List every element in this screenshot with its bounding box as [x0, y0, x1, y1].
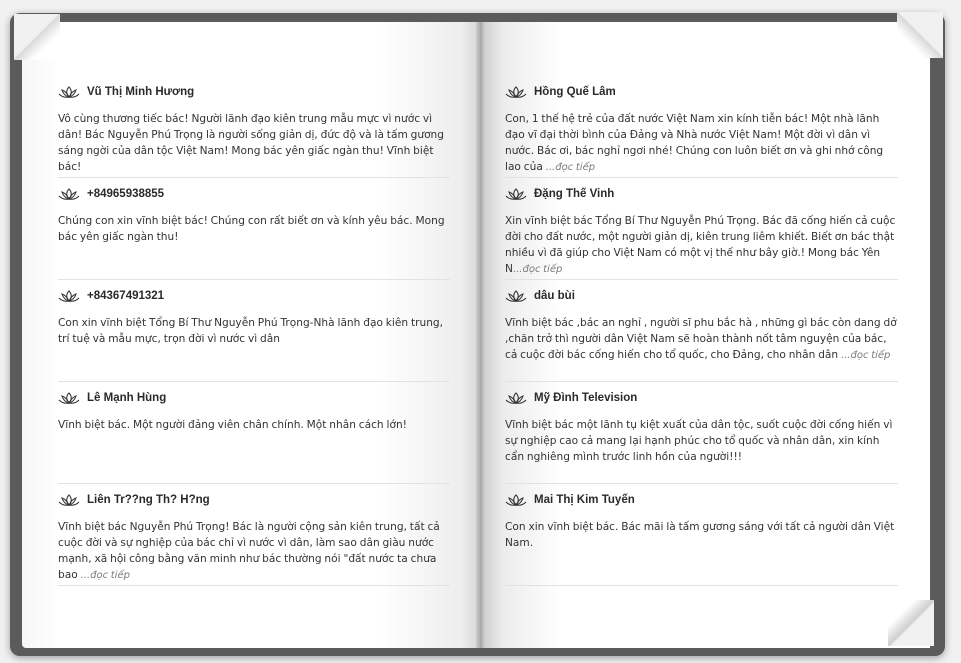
- message-text: [505, 519, 898, 552]
- author-name: Mai Thị Kim Tuyến: [534, 494, 635, 506]
- message-body: Con xin vĩnh biệt bác. Bác mãi là tấm gương sáng với tất cả người dân Việt Nam.: [505, 521, 895, 549]
- message-text: [58, 213, 450, 246]
- message-body: Con xin vĩnh biệt Tổng Bí Thư Nguyễn Phú Trọng-Nhà lãnh đạo kiên trung, trí tuệ và mẫu mực, trọn đời vì nước vì dân: [58, 317, 444, 345]
- message-text: [58, 315, 450, 348]
- author-name: Lê Mạnh Hùng: [87, 392, 167, 404]
- lotus-icon: [505, 493, 527, 507]
- book-spine: [476, 22, 484, 648]
- condolence-entry: [505, 382, 898, 484]
- read-more-link[interactable]: ...đọc tiếp: [841, 350, 891, 361]
- lotus-icon: [58, 289, 80, 303]
- lotus-icon: [58, 391, 80, 405]
- message-text: [505, 417, 898, 466]
- page-curl-top-left: [14, 14, 60, 60]
- message-text: [505, 111, 898, 176]
- entry-header: [505, 389, 637, 407]
- lotus-icon: [58, 85, 80, 99]
- message-body: Vĩnh biệt bác. Một người đảng viên chân chính. Một nhân cách lớn!: [58, 419, 407, 431]
- condolence-entry: [505, 484, 898, 586]
- lotus-icon: [505, 289, 527, 303]
- message-body: Xin vĩnh biệt bác Tổng Bí Thư Nguyễn Phú Trọng. Bác đã cống hiến cả cuộc đời cho đất nước, một người giản dị, kiên trung liêm khiết. Biết ơn bác thật nhiều vì đã giúp cho Việt Nam có một vị thế như bây giờ.! Mong bác Yên N: [505, 215, 896, 275]
- condolence-entry: [58, 76, 450, 178]
- message-text: [58, 417, 450, 434]
- entry-header: [505, 185, 614, 203]
- message-text: [505, 315, 898, 364]
- page-curl-bottom-right[interactable]: [888, 600, 934, 646]
- condolence-entry: [58, 484, 450, 586]
- entry-header: [505, 83, 616, 101]
- message-text: [58, 111, 450, 176]
- message-text: [58, 519, 450, 584]
- author-name: Vũ Thị Minh Hương: [87, 86, 195, 98]
- condolence-entry: [505, 280, 898, 382]
- condolence-entry: [505, 178, 898, 280]
- read-more-link[interactable]: ...đọc tiếp: [512, 264, 563, 275]
- message-body: Vô cùng thương tiếc bác! Người lãnh đạo kiên trung mẫu mực vì nước vì dân! Bác Nguyễn Phú Trọng là người sống giản dị, đức độ và là tấm gương sáng ngời của dân tộc Việt Nam! Mong bác yên giấc ngàn thu! Vĩnh biệt bác!: [58, 113, 444, 173]
- entry-header: [58, 83, 194, 101]
- author-name: dâu bùi: [534, 290, 575, 302]
- author-name: Mỹ Đình Television: [534, 392, 638, 404]
- lotus-icon: [505, 187, 527, 201]
- author-name: Đặng Thế Vinh: [534, 188, 615, 200]
- page-curl-top-right: [897, 12, 943, 58]
- condolence-entry: [58, 280, 450, 382]
- author-name: Liên Tr??ng Th? H?ng: [87, 494, 210, 506]
- condolence-entry: [505, 76, 898, 178]
- author-name: +84367491321: [87, 290, 165, 302]
- message-body: Vĩnh biệt bác một lãnh tụ kiệt xuất của dân tộc, suốt cuộc đời cống hiến vì sự nghiệp cao cả mang lại hạnh phúc cho tổ quốc và nhân dân, xin kính cẩn nghiêng mình trước linh hồn của người!!!: [505, 419, 893, 463]
- message-body: Vĩnh biệt bác ,bác an nghỉ , người sĩ phu bắc hà , những gì bác còn dang dở ,chăn trở thì người dân Việt Nam sẽ hoàn thành nốt tâm nguyện của bác, cả cuộc đời bác cống hiến cho tổ quốc, cho Đảng, cho nhân dân: [505, 317, 897, 361]
- entry-header: [58, 389, 166, 407]
- read-more-link[interactable]: ...đọc tiếp: [80, 570, 130, 581]
- entry-header: [58, 287, 164, 305]
- lotus-icon: [58, 187, 80, 201]
- entry-header: [505, 287, 575, 305]
- condolence-entry: [58, 178, 450, 280]
- message-body: Chúng con xin vĩnh biệt bác! Chúng con rất biết ơn và kính yêu bác. Mong bác yên giấc ngàn thu!: [58, 215, 445, 243]
- author-name: Hồng Quế Lâm: [534, 86, 616, 98]
- author-name: +84965938855: [87, 188, 165, 200]
- condolence-entry: [58, 382, 450, 484]
- message-text: [505, 213, 898, 278]
- lotus-icon: [58, 493, 80, 507]
- read-more-link[interactable]: ...đọc tiếp: [545, 162, 596, 173]
- entry-header: [58, 491, 210, 509]
- entry-header: [505, 491, 635, 509]
- lotus-icon: [505, 391, 527, 405]
- entry-header: [58, 185, 164, 203]
- message-body: Con, 1 thế hệ trẻ của đất nước Việt Nam xin kính tiễn bác! Một nhà lãnh đạo vĩ đại thời bình của Đảng và Nhà nước Việt Nam! Một đời vì dân vì nước. Bác ơi, bác nghỉ ngơi nhé! Chúng con luôn biết ơn và ghi nhớ công lao của: [505, 113, 884, 173]
- lotus-icon: [505, 85, 527, 99]
- message-body: Vĩnh biệt bác Nguyễn Phú Trọng! Bác là người cộng sản kiên trung, tất cả cuộc đời và sự nghiệp của bác chỉ vì nước vì dân, làm sao dân giàu nước mạnh, xã hội công bằng văn minh như bác thường nói "đất nước ta chưa bao: [58, 521, 440, 581]
